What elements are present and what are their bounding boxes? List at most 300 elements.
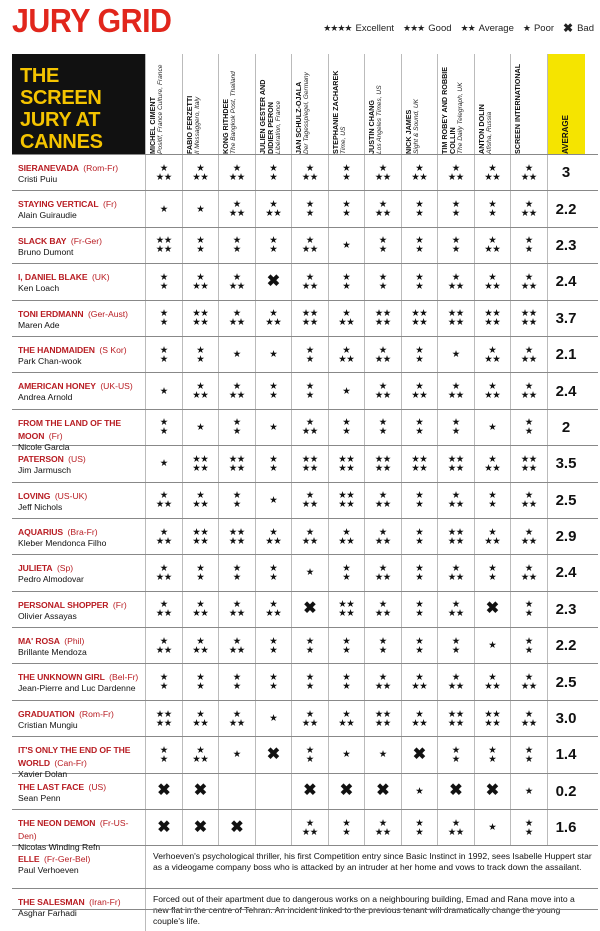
rating-cell — [510, 664, 547, 699]
critic-name: MICHEL CIMENT — [148, 97, 157, 154]
critic-publication: Los Angeles Times, US — [376, 85, 383, 154]
stars-bottom: ★ — [451, 244, 460, 256]
stars-top: ★ — [342, 562, 351, 574]
rating-cell — [401, 301, 438, 336]
rating-cell — [437, 301, 474, 336]
rating-cell — [474, 774, 511, 809]
film-director: Kleber Mendonca Filho — [18, 537, 107, 548]
rating-cell — [474, 810, 511, 845]
stars-top: ★ — [415, 672, 424, 684]
film-title: THE UNKNOWN GIRL — [18, 672, 105, 683]
stars-top: ★ — [488, 271, 497, 283]
legend-item — [403, 23, 451, 34]
rating-cell — [401, 737, 438, 772]
average-score: 2.2 — [547, 191, 585, 226]
rating-cell — [255, 446, 292, 481]
cross-icon: ✖ — [266, 272, 280, 290]
stars-bottom: ★ — [159, 353, 168, 365]
stars-bottom: ★ — [378, 244, 387, 256]
rating-cell — [510, 155, 547, 190]
rating-cell — [218, 483, 255, 518]
rating-cell — [437, 555, 474, 590]
grid-header — [12, 54, 598, 154]
stars-bottom: ★★ — [228, 280, 245, 292]
stars-bottom: ★★ — [411, 462, 428, 474]
stars-bottom: ★★ — [338, 608, 355, 620]
stars-top: ★ — [196, 490, 205, 502]
stars-bottom: ★★ — [265, 608, 282, 620]
stars-bottom: ★★ — [484, 317, 501, 329]
rating-cell — [474, 410, 511, 445]
stars-top: ★ — [451, 349, 460, 361]
stars-top: ★ — [269, 235, 278, 247]
cross-icon: ✖ — [193, 782, 207, 800]
cross-icon: ✖ — [303, 782, 317, 800]
stars-bottom: ★ — [232, 499, 241, 511]
stars-bottom: ★ — [305, 353, 314, 365]
stars-bottom: ★ — [269, 171, 278, 183]
film-title-line — [18, 743, 145, 769]
stars-bottom: ★★ — [301, 499, 318, 511]
stars-bottom: ★ — [415, 644, 424, 656]
grid-bottom-rule — [12, 909, 598, 910]
stars-bottom: ★★ — [265, 317, 282, 329]
film-director: Nicolas Winding Refn — [18, 842, 101, 853]
rating-cell — [401, 191, 438, 226]
rating-cell — [145, 446, 182, 481]
critic-name: ANTON DOLIN — [476, 104, 486, 154]
stars-top: ★★ — [411, 453, 428, 465]
critic-header — [510, 54, 547, 154]
critic-publication: Afisha, Russia — [485, 111, 493, 154]
stars-bottom: ★★ — [155, 571, 172, 583]
film-director: Ken Loach — [18, 283, 60, 294]
film-title-line — [18, 343, 145, 356]
stars-bottom: ★★ — [411, 681, 428, 693]
film-row — [12, 154, 598, 190]
rating-cell — [255, 373, 292, 408]
film-director: Olivier Assayas — [18, 610, 77, 621]
film-title-line — [18, 234, 145, 247]
stars-bottom: ★★ — [447, 499, 464, 511]
rating-cell — [255, 301, 292, 336]
rating-cell — [218, 228, 255, 263]
rating-cell — [218, 264, 255, 299]
rating-cell — [328, 373, 365, 408]
stars-top: ★ — [488, 672, 497, 684]
rating-cell — [218, 810, 255, 845]
stars-top: ★ — [378, 526, 387, 538]
stars-top: ★ — [196, 744, 205, 756]
stars-bottom: ★ — [415, 499, 424, 511]
average-score: 2.5 — [547, 664, 585, 699]
film-info — [12, 628, 145, 663]
stars-top: ★ — [488, 562, 497, 574]
film-country: (UK) — [91, 272, 110, 283]
film-country: (Rom-Fr) — [83, 163, 119, 173]
critic-label — [405, 58, 435, 154]
stars-top: ★ — [524, 162, 533, 174]
rating-cell — [328, 446, 365, 481]
stars-bottom: ★ — [342, 826, 351, 838]
stars-bottom: ★★ — [301, 280, 318, 292]
film-info — [12, 301, 145, 336]
stars-bottom: ★★ — [447, 608, 464, 620]
film-director: Paul Verhoeven — [18, 865, 79, 876]
stars-top: ★ — [488, 381, 497, 393]
stars-top: ★ — [524, 635, 533, 647]
stars-bottom: ★ — [524, 426, 533, 438]
stars-bottom: ★★ — [411, 717, 428, 729]
stars-top: ★ — [269, 599, 278, 611]
rating-cell — [401, 446, 438, 481]
stars-bottom: ★ — [232, 681, 241, 693]
rating-cell — [182, 774, 219, 809]
rating-cell — [437, 191, 474, 226]
stars-bottom: ★★ — [447, 717, 464, 729]
film-row — [12, 773, 598, 809]
film-title: THE LAST FACE — [18, 781, 85, 792]
star-icon: ★ — [522, 22, 530, 33]
film-title-line — [18, 452, 145, 465]
film-row — [12, 445, 598, 481]
film-row — [12, 700, 598, 736]
stars-top: ★ — [196, 162, 205, 174]
film-title-line — [18, 270, 145, 283]
critic-name: FABIO FERZETTI — [184, 95, 194, 154]
film-director: Sean Penn — [18, 792, 61, 803]
rating-cell — [255, 555, 292, 590]
stars-top: ★ — [159, 385, 168, 397]
stars-bottom: ★ — [305, 208, 314, 220]
rating-cell — [218, 664, 255, 699]
stars-top: ★ — [524, 271, 533, 283]
average-score: 2.4 — [547, 373, 585, 408]
cross-icon: ✖ — [230, 818, 244, 836]
film-title-line — [18, 416, 145, 442]
rating-cell — [474, 664, 511, 699]
stars-bottom: ★★ — [374, 681, 391, 693]
rating-cell — [145, 155, 182, 190]
film-title: MA' ROSA — [18, 636, 60, 647]
stars-bottom: ★★ — [228, 208, 245, 220]
cross-icon: ✖ — [485, 782, 499, 800]
rating-cell — [474, 737, 511, 772]
critic-name: JAN SCHULZ-OJALA — [294, 81, 303, 154]
stars-bottom: ★★ — [228, 608, 245, 620]
stars-top: ★ — [159, 344, 168, 356]
film-info — [12, 555, 145, 590]
stars-top: ★ — [488, 162, 497, 174]
rating-cell — [255, 191, 292, 226]
stars-top: ★ — [159, 417, 168, 429]
rating-cell — [364, 264, 401, 299]
rating-cell — [291, 446, 328, 481]
rating-cell — [401, 264, 438, 299]
stars-top: ★ — [451, 562, 460, 574]
film-country: (US-UK) — [54, 490, 88, 501]
rating-cell — [182, 483, 219, 518]
rating-cell — [145, 373, 182, 408]
rating-legend — [323, 21, 594, 35]
stars-top: ★ — [232, 599, 241, 611]
stars-top: ★ — [488, 744, 497, 756]
stars-bottom: ★ — [159, 317, 168, 329]
stars-bottom: ★★ — [192, 499, 209, 511]
film-title-line — [18, 852, 145, 865]
rating-cell — [145, 519, 182, 554]
rating-cell — [364, 191, 401, 226]
rating-cell — [437, 264, 474, 299]
rating-cell — [255, 519, 292, 554]
rating-cell — [437, 701, 474, 736]
rating-cell — [510, 592, 547, 627]
stars-top: ★ — [451, 490, 460, 502]
rating-cell — [437, 373, 474, 408]
stars-top: ★ — [415, 162, 424, 174]
film-title-line — [18, 379, 145, 392]
stars-top: ★ — [378, 235, 387, 247]
rating-cell — [255, 737, 292, 772]
rating-cell — [401, 519, 438, 554]
stars-bottom: ★ — [415, 244, 424, 256]
stars-top: ★ — [524, 599, 533, 611]
rating-cell — [510, 191, 547, 226]
film-director: Jeff Nichols — [18, 501, 63, 512]
stars-bottom: ★ — [524, 644, 533, 656]
rating-cell — [364, 592, 401, 627]
rating-cell — [328, 628, 365, 663]
stars-bottom: ★★ — [520, 280, 537, 292]
stars-top: ★ — [305, 271, 314, 283]
stars-bottom: ★ — [378, 426, 387, 438]
rating-cell — [364, 628, 401, 663]
stars-top: ★ — [159, 458, 168, 470]
critic-header — [474, 54, 511, 154]
stars-bottom: ★ — [342, 426, 351, 438]
stars-bottom: ★★ — [228, 717, 245, 729]
stars-top: ★ — [232, 271, 241, 283]
average-score: 1.4 — [547, 737, 585, 772]
stars-top: ★ — [451, 817, 460, 829]
rating-cell — [218, 446, 255, 481]
film-info — [12, 889, 145, 931]
stars-top: ★★ — [447, 526, 464, 538]
stars-bottom: ★★ — [411, 171, 428, 183]
stars-top: ★ — [524, 785, 533, 797]
stars-top: ★★ — [192, 526, 209, 538]
stars-bottom: ★ — [451, 208, 460, 220]
stars-top: ★ — [524, 235, 533, 247]
rating-cell — [291, 737, 328, 772]
critic-label — [222, 58, 252, 154]
average-score: 2.3 — [547, 228, 585, 263]
critic-header — [328, 54, 365, 154]
rating-cell — [474, 446, 511, 481]
rating-cell — [145, 592, 182, 627]
stars-bottom: ★★ — [484, 244, 501, 256]
stars-bottom: ★ — [196, 681, 205, 693]
film-row — [12, 627, 598, 663]
rating-cell — [182, 592, 219, 627]
critic-publication: Positif, France Culture, France — [157, 64, 164, 154]
film-info — [12, 191, 145, 226]
stars-bottom: ★ — [415, 826, 424, 838]
stars-bottom: ★ — [232, 244, 241, 256]
rating-cell — [145, 664, 182, 699]
critic-header — [364, 54, 401, 154]
rating-cell — [145, 701, 182, 736]
film-title-line — [18, 525, 145, 538]
stars-top: ★ — [488, 822, 497, 834]
rating-cell — [328, 337, 365, 372]
stars-top: ★ — [451, 635, 460, 647]
rating-cell — [328, 519, 365, 554]
stars-bottom: ★★ — [374, 462, 391, 474]
stars-bottom: ★★ — [228, 390, 245, 402]
stars-top: ★ — [232, 381, 241, 393]
rating-cell — [291, 337, 328, 372]
stars-top: ★ — [269, 672, 278, 684]
stars-top: ★ — [305, 417, 314, 429]
average-score: 0.2 — [547, 774, 585, 809]
stars-bottom: ★★ — [447, 390, 464, 402]
stars-bottom: ★★ — [520, 171, 537, 183]
film-country: (Rom-Fr) — [79, 708, 114, 719]
rating-cell — [255, 810, 292, 845]
stars-top: ★ — [342, 344, 351, 356]
rating-cell — [291, 264, 328, 299]
stars-bottom: ★★ — [520, 499, 537, 511]
film-country: (Fr) — [48, 430, 63, 441]
film-title-line — [18, 197, 145, 210]
stars-bottom: ★★ — [374, 171, 391, 183]
stars-top: ★ — [415, 235, 424, 247]
film-director: Pedro Almodovar — [18, 574, 84, 585]
stars-top: ★ — [196, 672, 205, 684]
stars-bottom: ★★ — [484, 280, 501, 292]
rating-cell — [291, 483, 328, 518]
film-title: TONI ERDMANN — [18, 308, 84, 319]
stars-bottom: ★★ — [301, 244, 318, 256]
stars-top: ★ — [269, 381, 278, 393]
stars-bottom: ★★ — [374, 535, 391, 547]
stars-top: ★★ — [192, 453, 209, 465]
stars-bottom: ★★ — [411, 390, 428, 402]
film-director: Jim Jarmusch — [18, 465, 72, 476]
stars-top: ★ — [305, 635, 314, 647]
stars-top: ★ — [451, 162, 460, 174]
rating-cell — [291, 810, 328, 845]
stars-top: ★ — [305, 235, 314, 247]
stars-bottom: ★ — [415, 353, 424, 365]
stars-bottom: ★ — [415, 535, 424, 547]
page-title: JURY GRID — [12, 2, 172, 39]
stars-bottom: ★ — [488, 499, 497, 511]
rating-cell — [255, 155, 292, 190]
film-country: (Bra-Fr) — [67, 526, 98, 537]
cross-icon: ✖ — [193, 818, 207, 836]
rating-cell — [182, 446, 219, 481]
stars-top: ★★ — [374, 308, 391, 320]
film-info — [12, 410, 145, 452]
rating-cell — [218, 373, 255, 408]
film-country: (Ger-Aust) — [87, 308, 129, 319]
film-country: (US) — [88, 781, 107, 792]
stars-bottom: ★★ — [192, 280, 209, 292]
film-info — [12, 155, 145, 190]
stars-top: ★ — [415, 199, 424, 211]
stars-top: ★ — [378, 599, 387, 611]
film-director: Cristi Puiu — [18, 174, 58, 184]
star-icon: ★★★★ — [323, 22, 352, 33]
stars-top: ★ — [524, 672, 533, 684]
rating-cell — [218, 301, 255, 336]
film-director: Andrea Arnold — [18, 392, 73, 403]
stars-top: ★ — [232, 308, 241, 320]
stars-top: ★ — [342, 708, 351, 720]
rating-cell — [291, 774, 328, 809]
cross-icon: ✖ — [303, 600, 317, 618]
rating-cell — [474, 555, 511, 590]
stars-bottom: ★ — [269, 390, 278, 402]
film-title-line — [18, 670, 145, 683]
stars-top: ★ — [524, 708, 533, 720]
stars-top: ★ — [305, 381, 314, 393]
stars-top: ★ — [196, 271, 205, 283]
stars-top: ★ — [451, 672, 460, 684]
stars-top: ★ — [196, 203, 205, 215]
stars-top: ★ — [415, 785, 424, 797]
average-score: 2.3 — [547, 592, 585, 627]
cross-icon: ✖ — [376, 782, 390, 800]
stars-bottom: ★★ — [192, 608, 209, 620]
rating-cell — [364, 737, 401, 772]
stars-bottom: ★ — [159, 681, 168, 693]
film-title-line — [18, 489, 145, 502]
stars-bottom: ★★ — [447, 681, 464, 693]
stars-top: ★★ — [338, 599, 355, 611]
stars-bottom: ★ — [342, 644, 351, 656]
stars-bottom: ★ — [342, 171, 351, 183]
cross-icon: ✖ — [449, 782, 463, 800]
stars-bottom: ★ — [159, 426, 168, 438]
stars-top: ★ — [488, 640, 497, 652]
rating-cell — [291, 555, 328, 590]
stars-top: ★ — [269, 453, 278, 465]
stars-bottom: ★ — [305, 753, 314, 765]
film-title: THE SALESMAN — [18, 897, 85, 908]
film-director: Jean-Pierre and Luc Dardenne — [18, 683, 136, 694]
rating-cell — [218, 191, 255, 226]
rating-cell — [291, 519, 328, 554]
rating-cell — [437, 155, 474, 190]
rating-cell — [255, 410, 292, 445]
stars-bottom: ★ — [378, 644, 387, 656]
rating-cell — [474, 155, 511, 190]
film-row — [12, 227, 598, 263]
rating-cell — [510, 373, 547, 408]
critic-name: JULIEN GESTER AND DIDIER PERON — [257, 79, 275, 154]
stars-bottom: ★★ — [520, 535, 537, 547]
legend-label: Good — [428, 22, 452, 34]
stars-top: ★ — [524, 417, 533, 429]
film-country: (UK-US) — [100, 381, 133, 392]
rating-cell — [364, 701, 401, 736]
stars-bottom: ★★ — [447, 571, 464, 583]
film-row — [12, 263, 598, 299]
rating-cell — [401, 483, 438, 518]
